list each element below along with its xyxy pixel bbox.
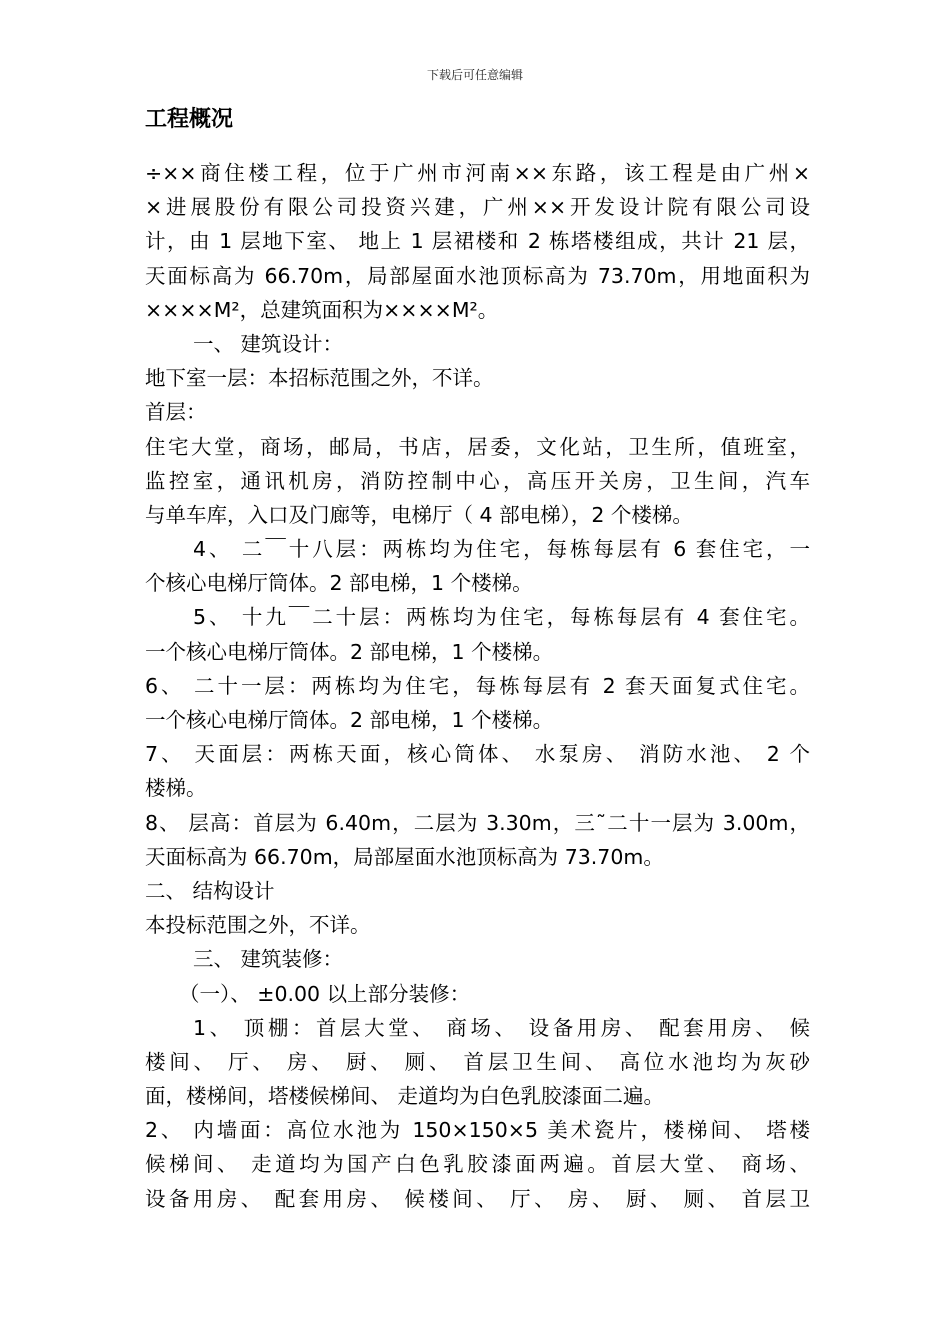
text-line: 一个核心电梯厅筒体。2 部电梯，1 个楼梯。 (145, 639, 554, 664)
text-line: 一个核心电梯厅筒体。2 部电梯，1 个楼梯。 (145, 708, 554, 732)
text-line: 本投标范围之外，不详。 (145, 913, 371, 938)
text-line: 天面标高为 66.70m，局部屋面水池顶标高为 73.70m，用地面积为 (145, 263, 810, 288)
text-line: 二、 结构设计 (145, 878, 275, 903)
text-line: 4、 二￣十八层：两栋均为住宅，每栋每层有 6 套住宅，一 (193, 537, 810, 562)
text-line: ××××M²，总建筑面积为××××M²。 (145, 297, 499, 322)
section-title: 工程概况 (145, 107, 234, 132)
text-line: 计，由 1 层地下室、 地上 1 层裙楼和 2 栋塔楼组成，共计 21 层， (145, 229, 810, 254)
text-line: ÷××商住楼工程，位于广州市河南××东路，该工程是由广州× (145, 161, 810, 185)
text-line: 设备用房、 配套用房、 候楼间、 厅、 房、 厨、 厕、 首层卫 (145, 1186, 810, 1211)
text-line: 候梯间、 走道均为国产白色乳胶漆面两遍。首层大堂、 商场、 (145, 1152, 810, 1177)
text-line: 5、 十九￣二十层：两栋均为住宅，每栋每层有 4 套住宅。 (193, 605, 810, 630)
text-line: 1、 顶棚：首层大堂、 商场、 设备用房、 配套用房、 候 (193, 1015, 810, 1040)
text-line: 楼梯。 (145, 776, 207, 801)
text-line: 住宅大堂，商场，邮局，书店，居委，文化站，卫生所，值班室， (145, 434, 810, 459)
text-line: 6、 二十一层：两栋均为住宅，每栋每层有 2 套天面复式住宅。 (145, 673, 810, 698)
text-line: 8、 层高：首层为 6.40m，二层为 3.30m，三˜二十一层为 3.00m， (145, 810, 810, 835)
text-line: 面，楼梯间，塔楼候梯间、 走道均为白色乳胶漆面二遍。 (145, 1084, 665, 1109)
text-line: 三、 建筑装修： (193, 947, 344, 972)
text-line: 个核心电梯厅筒体。2 部电梯，1 个楼梯。 (145, 571, 533, 596)
text-line: 2、 内墙面：高位水池为 150×150×5 美术瓷片，楼梯间、 塔楼 (145, 1118, 810, 1143)
text-line: 一、 建筑设计： (193, 331, 344, 356)
text-line: 地下室一层：本招标范围之外，不详。 (145, 366, 494, 391)
text-line: 首层： (145, 400, 207, 425)
text-line: 楼间、 厅、 房、 厨、 厕、 首层卫生间、 高位水池均为灰砂 (145, 1049, 810, 1074)
text-line: 监控室，通讯机房，消防控制中心，高压开关房，卫生间，汽车 (145, 468, 810, 493)
page-header-note: 下载后可任意编辑 (426, 68, 523, 82)
text-line: ×进展股份有限公司投资兴建，广州××开发设计院有限公司设 (145, 195, 810, 220)
text-line: 与单车库，入口及门廊等，电梯厅（ 4 部电梯），2 个楼梯。 (145, 502, 693, 527)
text-line: （一）、 ±0.00 以上部分装修： (179, 981, 471, 1006)
document-body (145, 156, 810, 1216)
text-line: 天面标高为 66.70m，局部屋面水池顶标高为 73.70m。 (145, 844, 664, 869)
text-line: 7、 天面层：两栋天面，核心筒体、 水泵房、 消防水池、 2 个 (145, 742, 810, 767)
